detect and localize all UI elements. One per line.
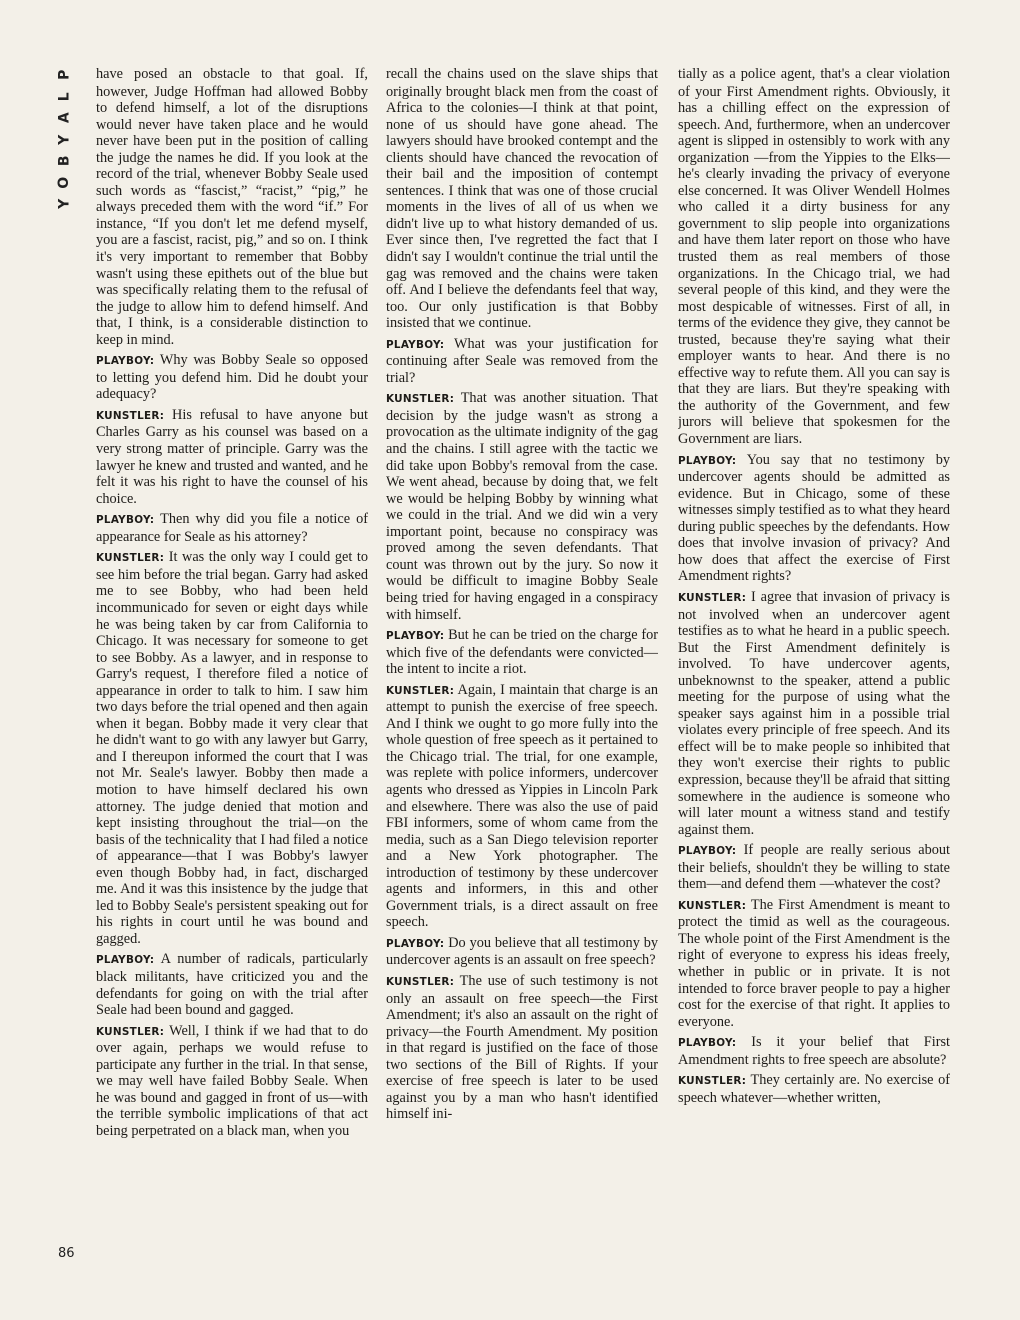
article-column-2 (386, 66, 658, 1271)
page-number: 86 (58, 1246, 75, 1261)
paragraph (386, 682, 658, 931)
paragraph-text: If people are really serious about their beliefs, shouldn't they be willing to state them—and defend them —whatever the cost? (678, 842, 950, 893)
masthead-letter: Y (56, 198, 73, 209)
speaker-label: PLAYBOY: (678, 1037, 737, 1050)
paragraph (386, 66, 658, 332)
paragraph (96, 511, 368, 545)
paragraph-text: You say that no testimony by undercover agents should be admitted as evidence. But in Chicago, some of these witnesses simply testified as to what they heard during public speeches by the defendants. How does that involve invasion of privacy? And how does that affect the exercise of First Amendment rights? (678, 451, 950, 585)
paragraph (678, 842, 950, 893)
speaker-label: KUNSTLER: (678, 899, 747, 912)
paragraph-text: The use of such testimony is not only an assault on free speech—the First Amendment; it's also an assault on the right of privacy—the Fourth Amendment. My position in that regard is justified on the face of those two sections of the Bill of Rights. If your exercise of free speech is later to be used against you by a man who hasn't identified himself ini- (386, 972, 658, 1123)
paragraph (386, 627, 658, 678)
paragraph-text: recall the chains used on the slave ships that originally brought black men from the coast of Africa to the colonies—I think at that point, none of us should have gone ahead. The lawyers should have brooked contempt and the clients should have chanced the revocation of their bail and the imposition of contempt sentences. I think that was one of those crucial moments in the lives of all of us when we didn't live up to what history demanded of us. Ever since then, I've regretted the fact that I didn't say I wouldn't continue the trial until the gag was removed and the chains were taken off. And I believe the defendants feel that way, too. Our only justification is that Bobby insisted that we continue. (386, 66, 658, 332)
paragraph-text: They certainly are. No exercise of speech whatever—whether written, (678, 1072, 950, 1106)
paragraph (96, 66, 368, 348)
paragraph (678, 1034, 950, 1068)
speaker-label: KUNSTLER: (386, 684, 455, 697)
paragraph (386, 336, 658, 387)
paragraph-text: I agree that invasion of privacy is not involved when an undercover agent testifies as to what he heard in a public speech. But the First Amendment definitely is involved. To have undercover agents, unbeknownst to the speaker, attend a public meeting for the purpose of using what the speaker says against him in a possible trial violates every principle of free speech. And its effect will be to make people so inhibited that they won't exercise their rights to public expression, because they'll be afraid that sitting somewhere in the audience is someone who will later mount a witness stand and testify against them. (678, 588, 950, 838)
paragraph-text: Why was Bobby Seale so opposed to letting you defend him. Did he doubt your adequacy? (96, 352, 368, 403)
paragraph-text: Well, I think if we had that to do over again, perhaps we would refuse to participate any further in the trial. In that sense, we may well have failed Bobby Seale. When he was bound and gagged in front of us—with the terrible symbolic implications of that act being perpetrated on a black man, when you (96, 1022, 368, 1139)
speaker-label: PLAYBOY: (678, 454, 737, 467)
paragraph-text: tially as a police agent, that's a clear violation of your First Amendment rights. Obviously, it has a chilling effect on the expression of speech. And, furthermore, when an undercover agent is slipped in ostensibly to work with any organization —from the Yippies to the Elks—he's clearly invading the privacy of everyone else concerned. It was Oliver Wendell Holmes who called it a dirty business for any government to slip people into organizations and have them later report on those who have trusted them as real members of those organizations. In the Chicago trial, we had several people of this kind, and they were the most despicable of witnesses. First of all, in terms of the evidence they give, they cannot be trusted, because they're saying what their employer wants to hear. And there is no effective way to refute them. All you can say is that they are liars. But they're speaking with the authority of the Government, and few jurors will believe that spokesmen for the Government are liars. (678, 66, 950, 448)
paragraph (678, 897, 950, 1030)
playboy-masthead (52, 64, 78, 215)
speaker-label: KUNSTLER: (386, 393, 455, 406)
speaker-label: KUNSTLER: (96, 1025, 165, 1038)
masthead-letter: L (56, 91, 73, 101)
article-column-1 (96, 66, 368, 1271)
paragraph-text: A number of radicals, particularly black militants, have criticized you and the defendants for going on with the trial after Seale had been bound and gagged. (96, 951, 368, 1019)
paragraph-text: It was the only way I could get to see him before the trial began. Garry had asked me to see Bobby, who had been held incommunicado for seven or eight days while he was being taken by car from California to Chicago. It was necessary for someone to get to see Bobby. As a lawyer, and in response to Garry's request, I therefore filed a notice of appearance in order to talk to him. I saw him two days before the trial opened and then again when it began. Bobby made it very clear that he didn't want to go with any lawyer but Garry, and I thereupon informed the court that I was not Mr. Seale's lawyer. Bobby then made a motion to have himself declared his own attorney. The judge denied that motion and kept insisting throughout the trial—on the basis of the technicality that I had filed a notice of appearance—that I was Bobby's lawyer even though Bobby had, in fact, discharged me. And it was this insistence by the judge that led to Bobby Seale's persistent speaking out for his rights in court until he was bound and gagged. (96, 549, 368, 947)
paragraph (386, 935, 658, 969)
paragraph-text: His refusal to have anyone but Charles Garry as his counsel was based on a very strong matter of principle. Garry was the lawyer he knew and trusted and wanted, and he felt it was his right to have the counsel of his choice. (96, 406, 368, 507)
paragraph (96, 407, 368, 507)
speaker-label: PLAYBOY: (96, 954, 155, 967)
speaker-label: KUNSTLER: (678, 591, 747, 604)
paragraph (96, 1023, 368, 1140)
speaker-label: PLAYBOY: (678, 845, 737, 858)
article-column-3 (678, 66, 950, 1271)
paragraph-text: That was another situation. That decision by the judge wasn't as strong a provocation as the ultimate indignity of the gag and the chains. I still agree with the tactic we did take upon Bobby's removal from the case. We went ahead, because by doing that, we felt we would be helping Bobby by winning what we could in the trial. And we did win a very important point, because no conspiracy was proved among the seven defendants. That count was thrown out by the jury. So now it would be difficult to imagine Bobby Seale being tried for having engaged in a conspiracy with himself. (386, 390, 658, 623)
speaker-label: KUNSTLER: (96, 409, 165, 422)
speaker-label: PLAYBOY: (96, 355, 155, 368)
paragraph (386, 973, 658, 1123)
paragraph-text: Is it your belief that First Amendment rights to free speech are absolute? (678, 1034, 950, 1068)
masthead-letter: B (56, 155, 73, 167)
masthead-letter: O (56, 176, 73, 189)
masthead-letter: P (56, 69, 73, 80)
speaker-label: KUNSTLER: (678, 1075, 747, 1088)
paragraph (96, 352, 368, 403)
paragraph-text: Then why did you file a notice of appearance for Seale as his attorney? (96, 511, 368, 545)
speaker-label: PLAYBOY: (96, 514, 155, 527)
paragraph (96, 951, 368, 1018)
paragraph-text: But he can be tried on the charge for which five of the defendants were convicted—the intent to incite a riot. (386, 627, 658, 678)
paragraph (678, 452, 950, 585)
paragraph (96, 549, 368, 947)
paragraph-text: What was your justification for continuing after Seale was removed from the trial? (386, 335, 658, 386)
paragraph-text: Do you believe that all testimony by undercover agents is an assault on free speech? (386, 934, 658, 969)
paragraph (386, 390, 658, 623)
speaker-label: PLAYBOY: (386, 338, 445, 351)
speaker-label: KUNSTLER: (96, 552, 165, 565)
speaker-label: PLAYBOY: (386, 937, 445, 950)
masthead-letter: A (56, 112, 73, 124)
paragraph-text: have posed an obstacle to that goal. If, however, Judge Hoffman had allowed Bobby to defend himself, a lot of the disruptions would never have taken place and he would never have been put in the position of calling the judge the names he did. If you look at the record of the trial, whenever Bobby Seale used such words as “fascist,” “racist,” “pig,” he always preceded them with the word “if.” For instance, “If you don't let me defend myself, you are a fascist, racist, pig,” and so on. I think it's very important to remember that Bobby wasn't using these epithets out of the blue but was specifically relating them to the refusal of the judge to allow him to defend himself. And that, I think, is a considerable distinction to keep in mind. (96, 66, 368, 348)
masthead-letter: Y (56, 134, 73, 145)
paragraph-text: Again, I maintain that charge is an attempt to punish the exercise of free speech. And I think we ought to go more fully into the whole question of free speech as it pertained to the Chicago trial. The trial, for one example, was replete with police informers, undercover agents who dressed as Yippies in Lincoln Park and elsewhere. There was also the use of paid FBI informers, some of whom came from the media, such as a San Diego television reporter and a New York photographer. The introduction of testimony by these undercover agents and informers, in this and other Government trials, is a direct assault on free speech. (386, 681, 658, 931)
speaker-label: PLAYBOY: (386, 630, 445, 643)
speaker-label: KUNSTLER: (386, 975, 455, 988)
paragraph (678, 1072, 950, 1106)
paragraph (678, 589, 950, 838)
paragraph-text: The First Amendment is meant to protect the timid as well as the courageous. The whole point of the First Amendment is the right of everyone to express his ideas freely, whether in public or in private. It is not intended to force braver people to pay a higher cost for the exercise of that right. It applies to everyone. (678, 896, 950, 1030)
paragraph (678, 66, 950, 448)
